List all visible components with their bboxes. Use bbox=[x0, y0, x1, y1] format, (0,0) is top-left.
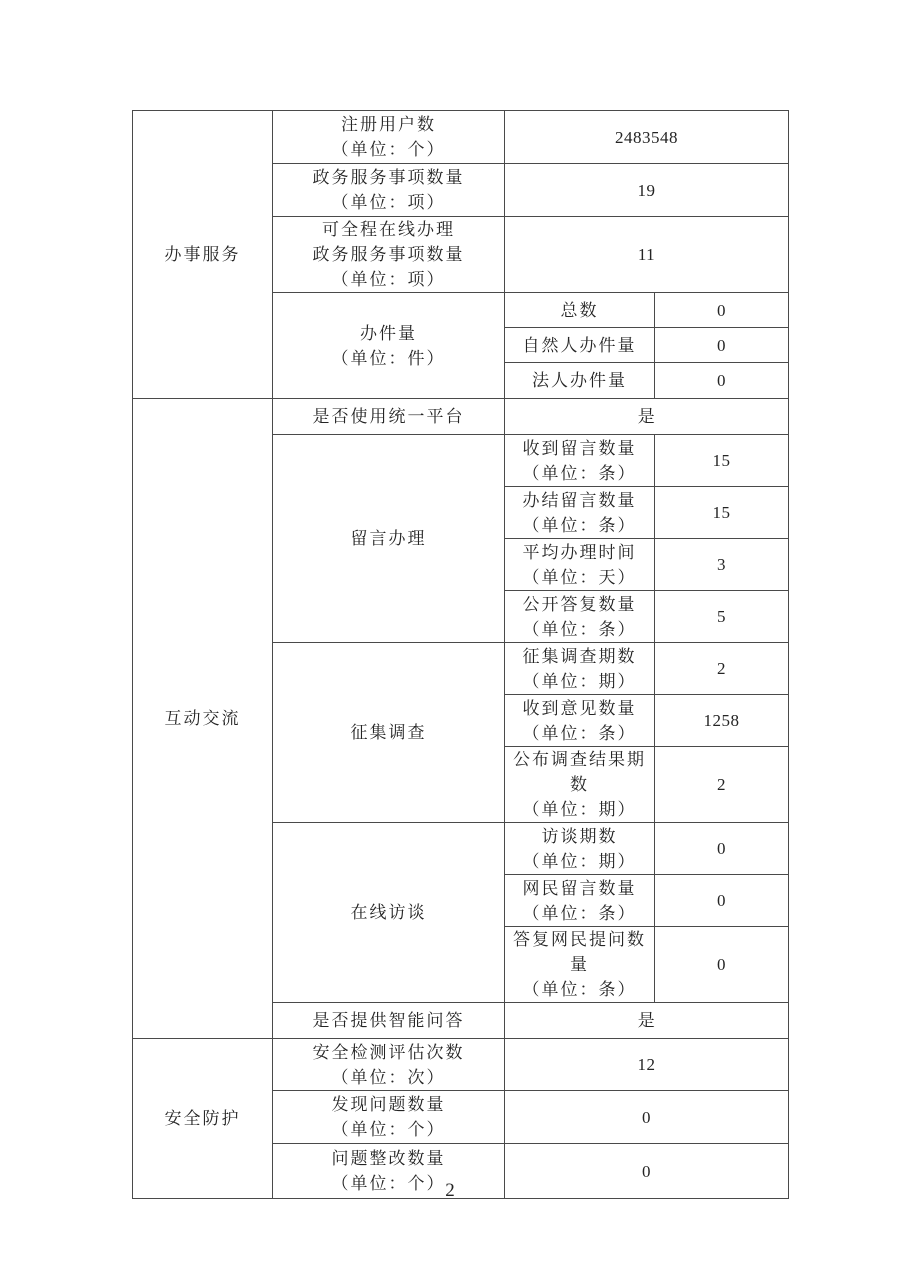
cell-interview-periods-value: 0 bbox=[655, 823, 789, 875]
cell-netizen-messages-label bbox=[505, 875, 655, 927]
cell-problems-found-value: 0 bbox=[505, 1091, 789, 1144]
gov-website-report-table bbox=[132, 110, 789, 1199]
label-text: 可全程在线办理 bbox=[322, 220, 455, 239]
cell-security-checks-value: 12 bbox=[505, 1039, 789, 1091]
label-text: 安全检测评估次数 bbox=[312, 1042, 465, 1062]
unit-text: （单位：次） bbox=[331, 1067, 446, 1087]
cell-message-handling-group-label: 留言办理 bbox=[273, 435, 505, 643]
cell-problems-found-label bbox=[273, 1091, 505, 1144]
label-text: 注册用户数 bbox=[341, 115, 436, 134]
cell-unified-platform-value: 是 bbox=[505, 399, 789, 435]
unit-text: （单位：期） bbox=[522, 800, 637, 819]
unit-text: （单位：期） bbox=[522, 851, 637, 871]
unit-text: （单位：条） bbox=[522, 463, 637, 483]
label-text: 政务服务事项数量 bbox=[312, 168, 465, 187]
category-cell-security: 安全防护 bbox=[133, 1039, 273, 1199]
category-cell-interaction: 互动交流 bbox=[133, 399, 273, 1039]
cell-messages-received-value: 15 bbox=[655, 435, 789, 487]
cell-online-items-label bbox=[273, 217, 505, 293]
unit-text: （单位：项） bbox=[331, 193, 446, 212]
label-text: 答复网民提问数量 bbox=[513, 930, 646, 974]
cell-public-replies-value: 5 bbox=[655, 591, 789, 643]
cell-service-items-label bbox=[273, 164, 505, 217]
cell-interviews-group-label: 在线访谈 bbox=[273, 823, 505, 1003]
table-row bbox=[133, 399, 789, 435]
cell-smart-qa-value: 是 bbox=[505, 1003, 789, 1039]
cell-case-natural-label: 自然人办件量 bbox=[505, 328, 655, 363]
cell-survey-opinions-value: 1258 bbox=[655, 695, 789, 747]
cell-netizen-replies-value: 0 bbox=[655, 927, 789, 1003]
label-text: 办件量 bbox=[360, 323, 417, 343]
cell-avg-time-value: 3 bbox=[655, 539, 789, 591]
unit-text: （单位：条） bbox=[522, 980, 637, 999]
cell-netizen-replies-label bbox=[505, 927, 655, 1003]
label-text: 公开答复数量 bbox=[522, 594, 637, 614]
label-text: 平均办理时间 bbox=[522, 542, 637, 562]
unit-text: （单位：期） bbox=[522, 671, 637, 691]
cell-netizen-messages-value: 0 bbox=[655, 875, 789, 927]
cell-survey-periods-label bbox=[505, 643, 655, 695]
cell-surveys-group-label: 征集调查 bbox=[273, 643, 505, 823]
label-text: 政务服务事项数量 bbox=[312, 245, 465, 264]
cell-case-legal-label: 法人办件量 bbox=[505, 363, 655, 399]
unit-text: （单位：个） bbox=[331, 140, 446, 159]
cell-survey-results-label bbox=[505, 747, 655, 823]
cell-unified-platform-label: 是否使用统一平台 bbox=[273, 399, 505, 435]
label-text: 征集调查期数 bbox=[522, 646, 637, 666]
label-text: 公布调查结果期数 bbox=[513, 750, 646, 794]
unit-text: （单位：项） bbox=[331, 270, 446, 289]
cell-case-total-label: 总数 bbox=[505, 293, 655, 328]
table-row bbox=[133, 1039, 789, 1091]
unit-text: （单位：条） bbox=[522, 723, 637, 743]
label-text: 办结留言数量 bbox=[522, 490, 637, 510]
label-text: 收到留言数量 bbox=[522, 438, 637, 458]
cell-messages-received-label bbox=[505, 435, 655, 487]
unit-text: （单位：个） bbox=[331, 1120, 446, 1139]
cell-interview-periods-label bbox=[505, 823, 655, 875]
unit-text: （单位：条） bbox=[522, 619, 637, 639]
cell-online-items-value: 11 bbox=[505, 217, 789, 293]
cell-registered-users-label bbox=[273, 111, 505, 164]
unit-text: （单位：条） bbox=[522, 903, 637, 923]
page-number: 2 bbox=[445, 1180, 455, 1201]
cell-survey-opinions-label bbox=[505, 695, 655, 747]
cell-messages-completed-value: 15 bbox=[655, 487, 789, 539]
cell-smart-qa-label: 是否提供智能问答 bbox=[273, 1003, 505, 1039]
cell-service-items-value: 19 bbox=[505, 164, 789, 217]
cell-case-total-value: 0 bbox=[655, 293, 789, 328]
table-row bbox=[133, 111, 789, 164]
cell-case-natural-value: 0 bbox=[655, 328, 789, 363]
category-cell-services: 办事服务 bbox=[133, 111, 273, 399]
label-text: 收到意见数量 bbox=[522, 698, 637, 718]
cell-problems-fixed-value: 0 bbox=[505, 1144, 789, 1199]
unit-text: （单位：天） bbox=[522, 567, 637, 587]
cell-case-volume-group-label bbox=[273, 293, 505, 399]
cell-security-checks-label bbox=[273, 1039, 505, 1091]
cell-survey-periods-value: 2 bbox=[655, 643, 789, 695]
cell-public-replies-label bbox=[505, 591, 655, 643]
label-text: 问题整改数量 bbox=[331, 1149, 446, 1168]
cell-registered-users-value: 2483548 bbox=[505, 111, 789, 164]
unit-text: （单位：件） bbox=[331, 348, 446, 368]
label-text: 网民留言数量 bbox=[522, 878, 637, 898]
label-text: 发现问题数量 bbox=[331, 1095, 446, 1114]
cell-survey-results-value: 2 bbox=[655, 747, 789, 823]
label-text: 访谈期数 bbox=[541, 826, 618, 846]
cell-messages-completed-label bbox=[505, 487, 655, 539]
unit-text: （单位：个） bbox=[331, 1174, 446, 1193]
cell-avg-time-label bbox=[505, 539, 655, 591]
cell-case-legal-value: 0 bbox=[655, 363, 789, 399]
unit-text: （单位：条） bbox=[522, 515, 637, 535]
